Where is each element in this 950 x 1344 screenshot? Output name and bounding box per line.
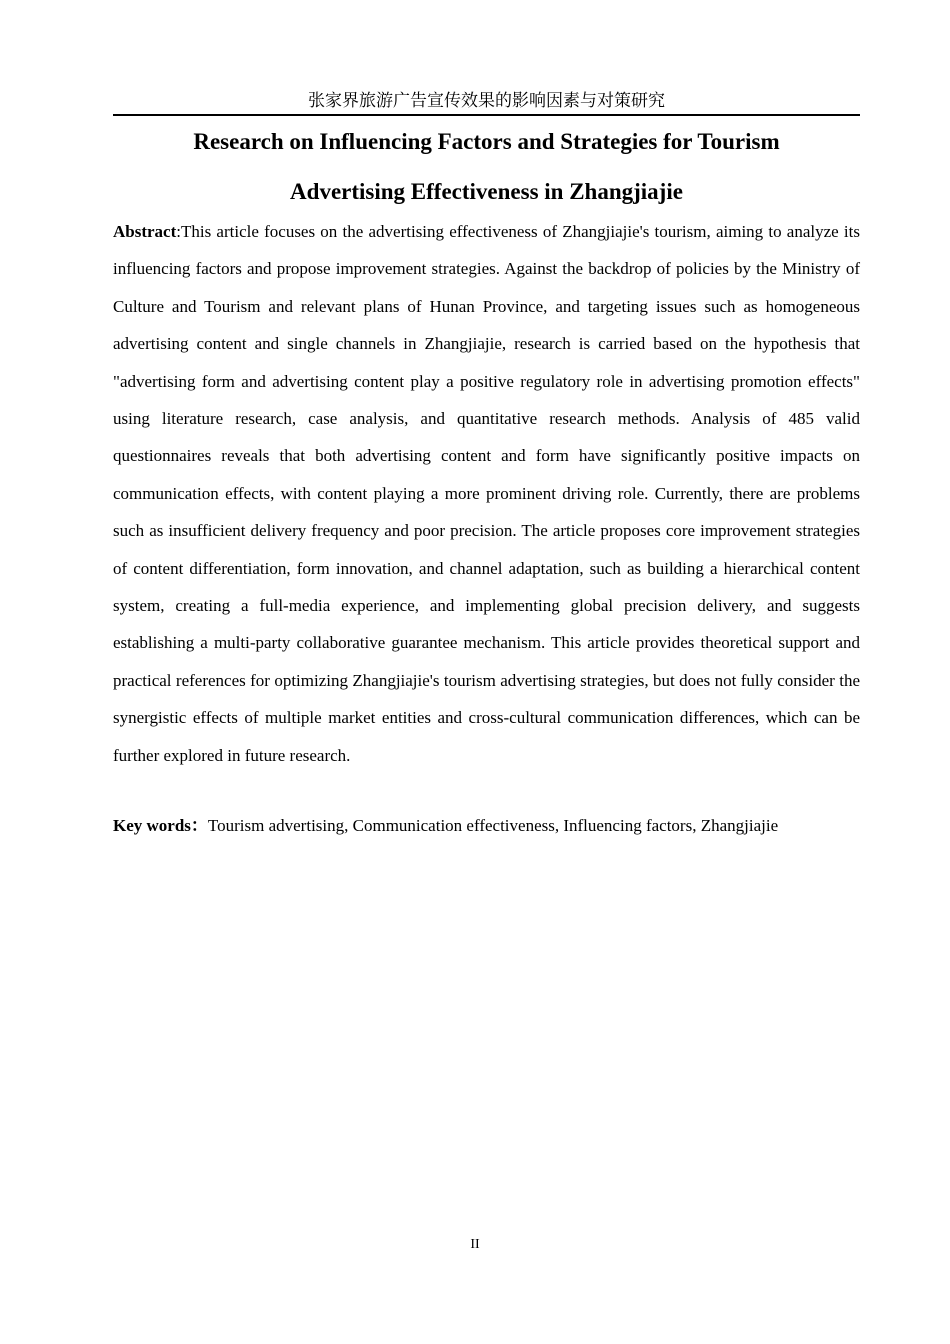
paper-title-line-2: Advertising Effectiveness in Zhangjiajie — [290, 179, 683, 204]
abstract-paragraph — [113, 213, 860, 774]
keywords-label: Key words — [113, 816, 191, 835]
keywords-line — [113, 810, 860, 842]
running-header: 张家界旅游广告宣传效果的影响因素与对策研究 — [308, 91, 665, 111]
abstract-text: This article focuses on the advertising effectiveness of Zhangjiajie's tourism, aiming to analyze its influencing factors and propose improvement strategies. Against the backdrop of policies by the Ministry of Culture and Tourism and relevant plans of Hunan Province, and targeting issues such as homogeneous advertising content and single channels in Zhangjiajie, research is carried based on the hypothesis that "advertising form and advertising content play a positive regulatory role in advertising promotion effects" using literature research, case analysis, and quantitative research methods. Analysis of 485 valid questionnaires reveals that both advertising content and form have significantly positive impacts on communication effects, with content playing a more prominent driving role. Currently, there are problems such as insufficient delivery frequency and poor precision. The article proposes core improvement strategies of content differentiation, form innovation, and channel adaptation, such as building a hierarchical content system, creating a full-media experience, and implementing global precision delivery, and suggests establishing a multi-party collaborative guarantee mechanism. This article provides theoretical support and practical references for optimizing Zhangjiajie's tourism advertising strategies, but does not fully consider the synergistic effects of multiple market entities and cross-cultural communication differences, which can be further explored in future research. — [113, 222, 860, 765]
abstract-separator: : — [176, 222, 181, 241]
keywords-separator: ： — [190, 816, 208, 835]
page-number: II — [470, 1237, 480, 1252]
abstract-label: Abstract — [113, 222, 177, 241]
paper-title — [113, 123, 860, 210]
keywords-text: Tourism advertising, Communication effectiveness, Influencing factors, Zhangjiajie — [207, 816, 779, 835]
header-rule — [113, 114, 860, 116]
paper-title-line-1: Research on Influencing Factors and Strategies for Tourism — [193, 129, 780, 154]
